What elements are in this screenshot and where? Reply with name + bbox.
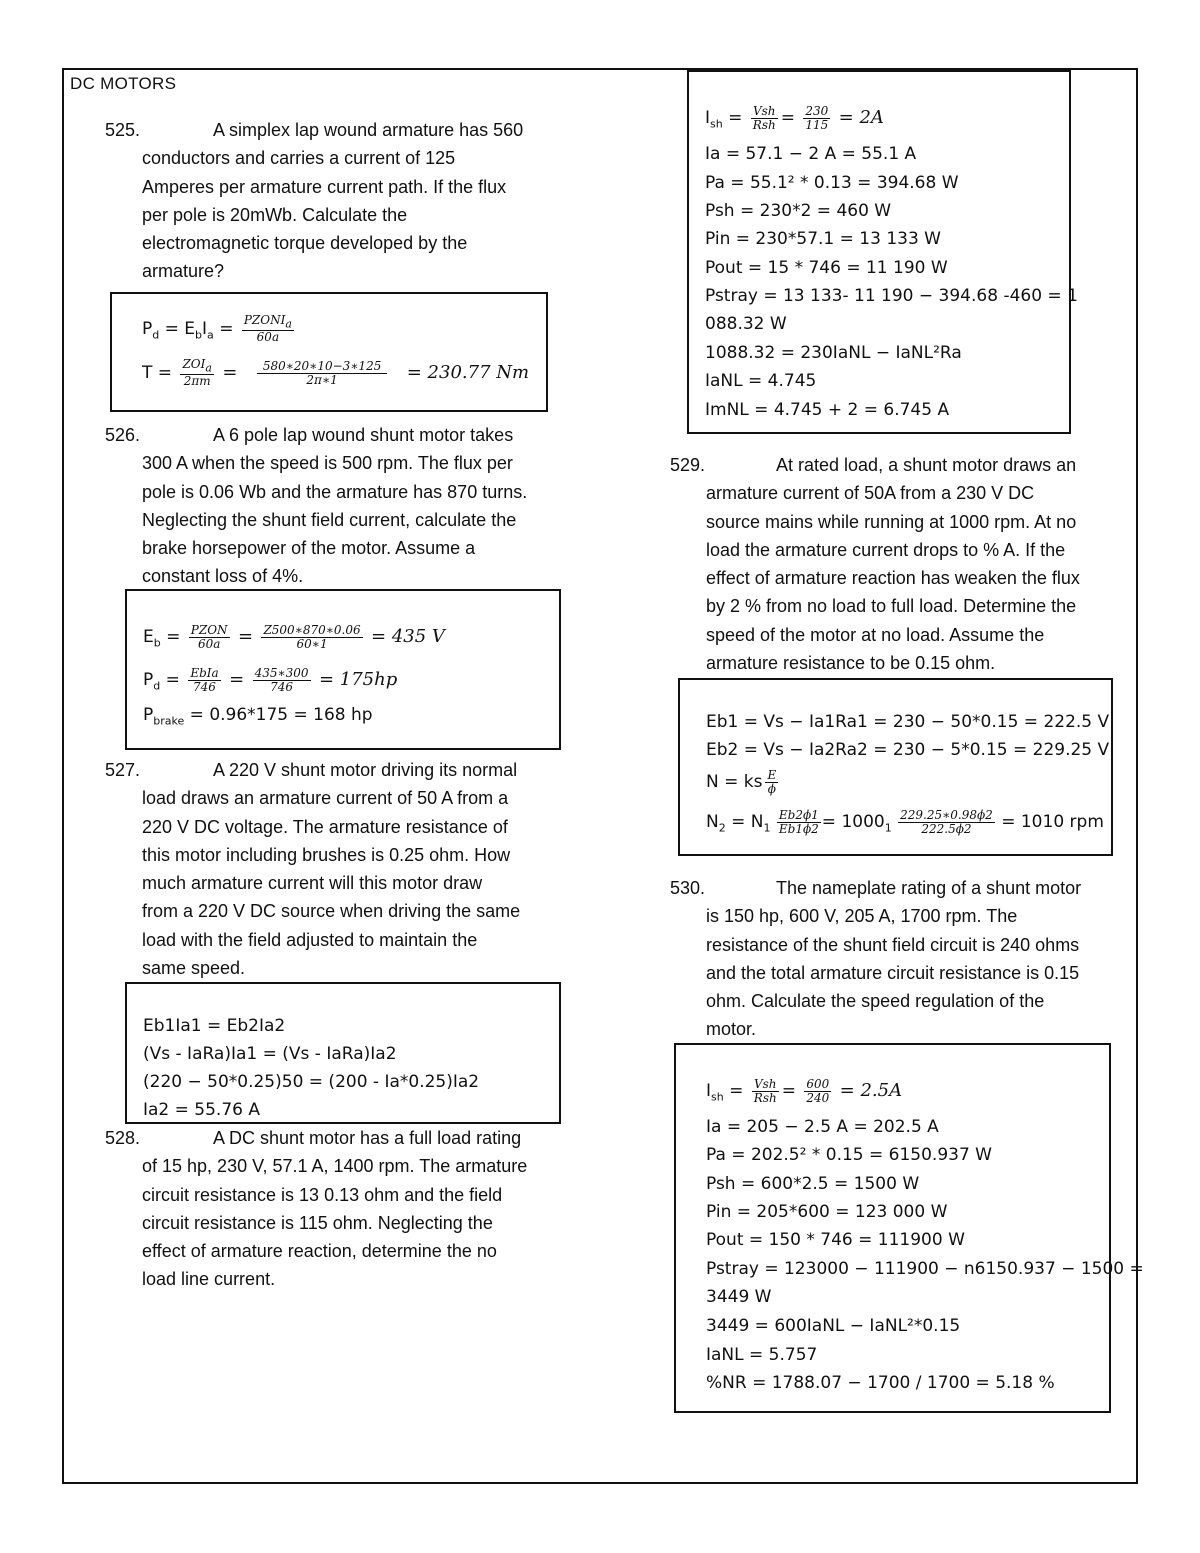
solution-line: Pin = 205*600 = 123 000 W xyxy=(706,1202,948,1222)
solution-line: Ia = 57.1 − 2 A = 55.1 A xyxy=(705,144,917,164)
power-developed-formula: $P_d = E_bI_a$ = $\frac{PZONI_a}{60a}$ xyxy=(142,313,292,345)
problem-text-line: by 2 % from no load to full load. Determine the xyxy=(706,596,1077,617)
problem-529 xyxy=(670,451,1130,677)
problem-text-line: source mains while running at 1000 rpm. At no xyxy=(706,511,1077,532)
solution-line: Pin = 230*57.1 = 13 133 W xyxy=(705,229,941,249)
power-developed-formula: $P_d$ = $\frac{\text{EbIa}}{746}$ = $\frac{435∗300}{746}$ = 175hp xyxy=(143,665,398,694)
solution-line: Pout = 15 * 746 = 11 190 W xyxy=(705,258,948,278)
solution-line: Pout = 150 * 746 = 111900 W xyxy=(706,1230,965,1250)
solution-box-527 xyxy=(125,982,561,1124)
problem-number: 525. xyxy=(105,120,141,140)
problem-text-line: A 220 V shunt motor driving its normal xyxy=(213,760,518,780)
solution-line: Eb1 = Vs − Ia1Ra1 = 230 − 50*0.15 = 222.5 V xyxy=(706,712,1110,732)
problem-text-line: Neglecting the shunt field current, calculate the xyxy=(142,509,517,530)
solution-line: Pa = 202.5² * 0.15 = 6150.937 W xyxy=(706,1145,992,1165)
problem-525 xyxy=(105,116,575,286)
problem-text-line: brake horsepower of the motor. Assume a xyxy=(142,538,476,559)
problem-text-line: same speed. xyxy=(142,958,246,979)
problem-text-line: load with the field adjusted to maintain the xyxy=(142,929,478,950)
problem-526 xyxy=(105,421,575,591)
problem-text-line: circuit resistance is 13 0.13 ohm and the field xyxy=(142,1184,503,1205)
problem-text-line: effect of armature reaction has weaken the flux xyxy=(706,568,1080,589)
solution-result: Ia2 = 55.76 A xyxy=(143,1100,260,1120)
solution-box-526 xyxy=(125,589,561,750)
solution-result: ImNL = 4.745 + 2 = 6.745 A xyxy=(705,400,950,420)
back-emf-formula: $E_b$ = $\frac{\text{PZON}}{60a}$ = $\frac{Z500∗870∗0.06}{60∗1}$ = 435 V xyxy=(143,622,445,651)
brake-power-result: $P_{brake} = 0.96*175 = 168$ hp xyxy=(143,705,373,728)
problem-text-line: A 6 pole lap wound shunt motor takes xyxy=(213,425,514,445)
problem-text-line: circuit resistance is 115 ohm. Neglecting the xyxy=(142,1212,493,1233)
problem-text-line: and the total armature circuit resistance is 0.15 xyxy=(706,962,1080,983)
solution-line: Eb1Ia1 = Eb2Ia2 xyxy=(143,1016,286,1036)
problem-text-line: armature resistance to be 0.15 ohm. xyxy=(706,653,996,674)
no-load-speed-formula: $N_2 = N_1$ $\frac{Eb2\phi 1}{Eb1\phi 2}$ = $1000_1$ $\frac{229.25∗0.98\phi 2}{222.5\phi 2}$ = 1010 rpm xyxy=(706,807,1104,836)
problem-text-line: per pole is 20mWb. Calculate the xyxy=(142,204,408,225)
problem-text-line: pole is 0.06 Wb and the armature has 870 turns. xyxy=(142,481,528,502)
problem-text-line: conductors and carries a current of 125 xyxy=(142,148,456,169)
problem-text-line: effect of armature reaction, determine the no xyxy=(142,1241,497,1262)
solution-line: IaNL = 4.745 xyxy=(705,371,817,391)
solution-line: 3449 = 600IaNL − IaNL²*0.15 xyxy=(706,1316,961,1336)
problem-number: 528. xyxy=(105,1128,141,1148)
problem-text-line: from a 220 V DC source when driving the same xyxy=(142,901,521,922)
problem-text-line: ohm. Calculate the speed regulation of the xyxy=(706,991,1045,1012)
shunt-current-formula: $I_{sh}$ = $\frac{\text{Vsh}}{\text{Rsh}}$ = $\frac{600}{240}$ = 2.5A xyxy=(706,1076,903,1105)
problem-text-line: A simplex lap wound armature has 560 xyxy=(213,120,524,140)
solution-line: Eb2 = Vs − Ia2Ra2 = 230 − 5*0.15 = 229.25 V xyxy=(706,740,1110,760)
problem-text-line: much armature current will this motor draw xyxy=(142,873,483,894)
solution-line: Pa = 55.1² * 0.13 = 394.68 W xyxy=(705,173,959,193)
solution-line: 088.32 W xyxy=(705,314,787,334)
problem-number: 527. xyxy=(105,760,141,780)
problem-527 xyxy=(105,756,575,982)
problem-text-line: speed of the motor at no load. Assume the xyxy=(706,624,1045,645)
problem-text-line: The nameplate rating of a shunt motor xyxy=(776,878,1082,898)
problem-number: 529. xyxy=(670,455,706,475)
solution-line: Pstray = 13 133- 11 190 − 394.68 -460 = 1 xyxy=(705,286,1078,306)
problem-text-line: armature? xyxy=(142,261,225,282)
problem-text-line: load draws an armature current of 50 A from a xyxy=(142,788,509,809)
problem-text-line: load the armature current drops to % A. If the xyxy=(706,539,1066,560)
page-title: DC MOTORS xyxy=(70,74,177,93)
solution-line: (220 − 50*0.25)50 = (200 - Ia*0.25)Ia2 xyxy=(143,1072,480,1092)
problem-text-line: 300 A when the speed is 500 rpm. The flux per xyxy=(142,453,513,474)
solution-box-525 xyxy=(110,292,548,412)
problem-text-line: At rated load, a shunt motor draws an xyxy=(776,455,1077,475)
solution-box-530 xyxy=(674,1043,1144,1413)
solution-line: 3449 W xyxy=(706,1287,772,1307)
solution-line: Ia = 205 − 2.5 A = 202.5 A xyxy=(706,1117,939,1137)
problem-text-line: load line current. xyxy=(142,1269,276,1290)
problem-text-line: motor. xyxy=(706,1019,757,1040)
solution-box-528 xyxy=(687,70,1078,434)
solution-result: %NR = 1788.07 − 1700 / 1700 = 5.18 % xyxy=(706,1373,1055,1393)
problem-528 xyxy=(105,1124,575,1294)
problem-530 xyxy=(670,874,1130,1044)
torque-formula: T = $\frac{ZOI_a}{2\pi m}$ = $\frac{580∗20∗10-3∗125}{2\pi∗1}$ = 230.77 Nm xyxy=(142,357,530,389)
solution-line: Psh = 230*2 = 460 W xyxy=(705,201,892,221)
problem-text-line: Amperes per armature current path. If the flux xyxy=(142,176,507,197)
problem-text-line: armature current of 50A from a 230 V DC xyxy=(706,483,1035,504)
problem-text-line: constant loss of 4%. xyxy=(142,566,304,587)
problem-text-line: is 150 hp, 600 V, 205 A, 1700 rpm. The xyxy=(706,906,1018,927)
problem-text-line: A DC shunt motor has a full load rating xyxy=(213,1128,522,1148)
shunt-current-formula: $I_{sh}$ = $\frac{\text{Vsh}}{\text{Rsh}}$ = $\frac{230}{115}$ = 2A xyxy=(705,103,884,132)
solution-line: 1088.32 = 230IaNL − IaNL²Ra xyxy=(705,343,962,363)
problem-text-line: of 15 hp, 230 V, 57.1 A, 1400 rpm. The armature xyxy=(142,1156,528,1177)
problem-number: 530. xyxy=(670,878,706,898)
solution-line: Pstray = 123000 − 111900 − n6150.937 − 1500 = xyxy=(706,1259,1144,1279)
problem-text-line: 220 V DC voltage. The armature resistance of xyxy=(142,816,508,837)
solution-line: Psh = 600*2.5 = 1500 W xyxy=(706,1174,920,1194)
problem-number: 526. xyxy=(105,425,141,445)
problem-text-line: electromagnetic torque developed by the xyxy=(142,233,468,254)
speed-proportionality: N = ks $\frac{E}{\phi}$ xyxy=(706,767,777,796)
solution-line: IaNL = 5.757 xyxy=(706,1345,818,1365)
problem-text-line: this motor including brushes is 0.25 ohm. How xyxy=(142,844,511,865)
problem-text-line: resistance of the shunt field circuit is 240 ohms xyxy=(706,934,1080,955)
solution-line: (Vs - IaRa)Ia1 = (Vs - IaRa)Ia2 xyxy=(143,1044,397,1064)
solution-box-529 xyxy=(678,678,1113,856)
